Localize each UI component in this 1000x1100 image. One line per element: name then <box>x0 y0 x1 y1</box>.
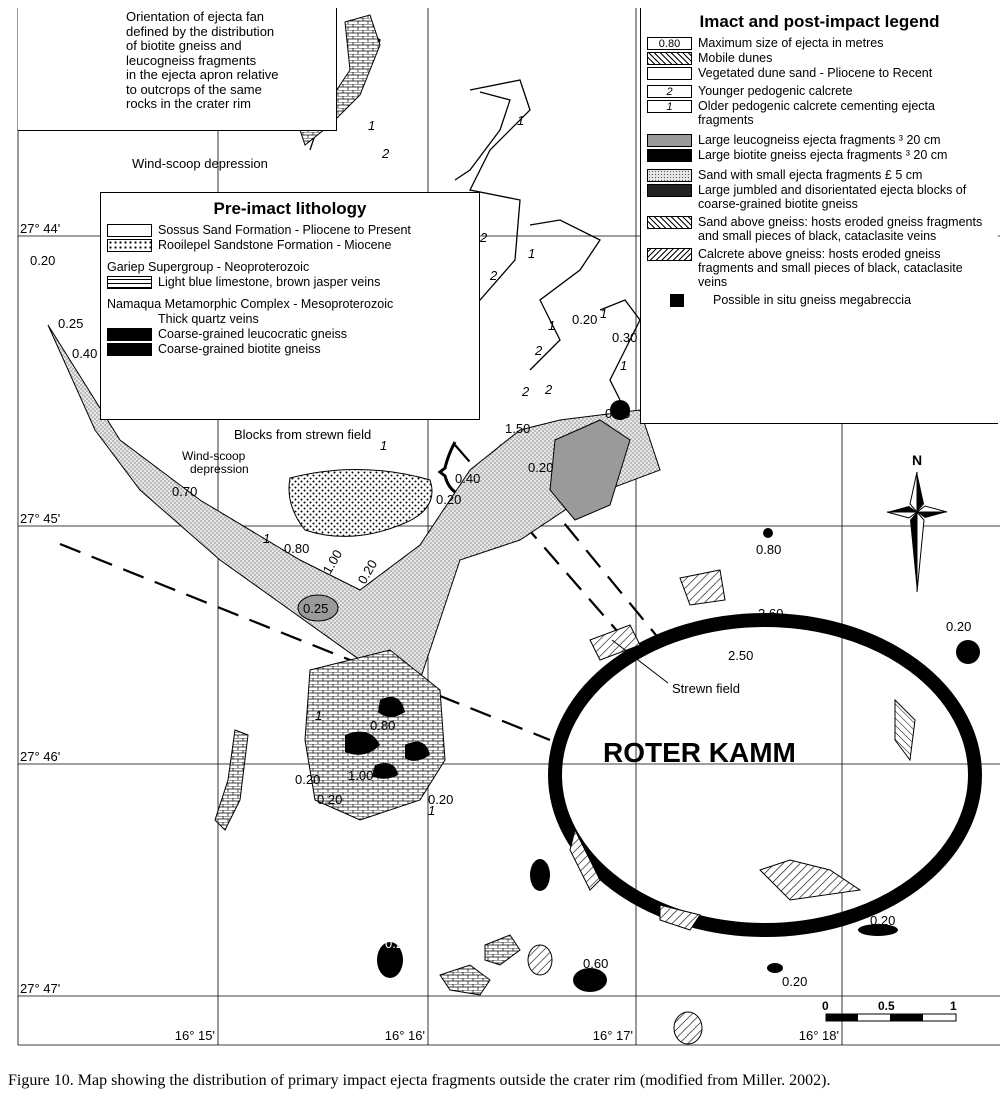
north-arrow <box>887 452 947 592</box>
swatch-biotite <box>107 343 152 356</box>
legend-leucocratic: Coarse-grained leucocratic gneiss <box>158 327 347 341</box>
legend-item: Mobile dunes <box>698 51 773 65</box>
legend-rooilepel: Rooilepel Sandstone Formation - Miocene <box>158 238 392 252</box>
blocks-label: Blocks from strewn field <box>234 427 372 442</box>
calcrete-label: 1 <box>528 246 536 261</box>
legend-item: Large biotite gneiss ejecta fragments ³ 20 cm <box>698 148 948 162</box>
size-label: 0.25 <box>58 316 84 331</box>
blocks-brace <box>440 442 455 492</box>
scale-label: 1 <box>950 999 957 1013</box>
latitude-label: 27° 45' <box>20 511 61 526</box>
legend-gariep: Gariep Supergroup - Neoproterozoic <box>107 260 310 274</box>
size-label: 0.20 <box>30 253 56 268</box>
size-label: 0.20 <box>295 772 321 787</box>
fan-note-box <box>18 8 337 131</box>
size-label: 2.50 <box>728 648 754 663</box>
calcrete-label: 1 <box>548 318 556 333</box>
legend-sossus: Sossus Sand Formation - Pliocene to Present <box>158 223 411 237</box>
legend-biotite: Coarse-grained biotite gneiss <box>158 342 321 356</box>
size-label: 0.20 <box>782 974 808 989</box>
size-label: 0.20 <box>946 619 972 634</box>
longitude-label: 16° 17' <box>592 1028 633 1043</box>
swatch-rooilepel <box>107 239 152 252</box>
impact-legend <box>640 8 998 424</box>
calcrete-label: 2 <box>522 384 530 399</box>
legend-item: Calcrete above gneiss: hosts eroded gneiss fragments and small pieces of black, cataclasite veins <box>698 247 963 289</box>
legend-item: Sand with small ejecta fragments £ 5 cm <box>698 168 923 182</box>
fan-note-line: in the ejecta apron relative <box>126 67 279 82</box>
swatch-leucocratic <box>107 328 152 341</box>
legend-limestone: Light blue limestone, brown jasper veins <box>158 275 381 289</box>
swatch-vegetated <box>647 67 692 80</box>
legend-item: Sand above gneiss: hosts eroded gneiss fragments and small pieces of black, cataclasite veins <box>698 215 983 243</box>
longitude-labels <box>175 1028 839 1043</box>
calcrete-label: 2 <box>382 146 390 161</box>
pre-impact-title: Pre-imact lithology <box>213 199 367 218</box>
swatch-older-calcrete: 1 <box>647 100 692 113</box>
calcrete-label: 2 <box>545 382 553 397</box>
impact-legend-title: Imact and post-impact legend <box>699 12 940 31</box>
strewn-field-label: Strewn field <box>672 681 740 696</box>
size-label: 0.20 <box>528 460 554 475</box>
latitude-label: 27° 47' <box>20 981 61 996</box>
legend-item: Large jumbled and disorientated ejecta blocks of coarse-grained biotite gneiss <box>698 183 967 211</box>
size-label: 0.25 <box>303 601 329 616</box>
size-label: 0.80 <box>756 542 782 557</box>
swatch-leucogneiss <box>647 134 692 147</box>
size-label: 0.20 <box>317 792 343 807</box>
legend-item: Possible in situ gneiss megabreccia <box>713 293 912 307</box>
swatch-biotite-ejecta <box>647 149 692 162</box>
fan-note-line: defined by the distribution <box>126 23 275 39</box>
legend-item: Large leucogneiss ejecta fragments ³ 20 cm <box>698 133 941 147</box>
longitude-label: 16° 16' <box>384 1028 425 1043</box>
size-label: 0.20 <box>436 492 462 507</box>
size-label: 0.20 <box>354 557 381 587</box>
legend-quartz: Thick quartz veins <box>158 312 259 326</box>
longitude-label: 16° 18' <box>798 1028 839 1043</box>
calcrete-label: 2 <box>535 343 543 358</box>
pre-impact-legend <box>100 192 480 420</box>
swatch-sand-gneiss <box>647 216 692 229</box>
calcrete-label: 2 <box>490 268 498 283</box>
wind-scoop-label: Wind-scoop depression <box>132 156 268 171</box>
fan-note-line: leucogneiss fragments <box>126 52 257 68</box>
calcrete-label: 1 <box>517 113 525 128</box>
swatch-limestone <box>107 276 152 289</box>
crater-label: ROTER KAMM <box>603 737 796 768</box>
wind-scoop-label-2a: Wind-scoop <box>182 449 246 463</box>
swatch-megabreccia <box>670 294 684 307</box>
calcrete-strip-west <box>215 730 248 830</box>
size-label: 0.60 <box>583 956 609 971</box>
wind-scoop-label-2b: depression <box>190 462 249 476</box>
swatch-jumbled <box>647 184 692 197</box>
calcrete-label: 1 <box>315 708 323 723</box>
swatch-quartz <box>107 313 152 326</box>
legend-item: Vegetated dune sand - Pliocene to Recent <box>698 66 933 80</box>
swatch-calcrete-gneiss <box>647 248 692 261</box>
calcrete-label: 1 <box>368 118 376 133</box>
size-label: 0.40 <box>72 346 98 361</box>
legend-item: Maximum size of ejecta in metres <box>698 36 884 50</box>
size-label: 0.40 <box>455 471 481 486</box>
calcrete-label: 1 <box>380 438 388 453</box>
size-label: 0.20 <box>572 312 598 327</box>
swatch-max-size: 0.80 <box>647 37 692 50</box>
fan-note-line: rocks in the crater rim <box>126 96 251 111</box>
latitude-label: 27° 46' <box>20 749 61 764</box>
calcrete-label: 1 <box>428 803 436 818</box>
size-label: 2.60 <box>758 606 784 621</box>
north-label: N <box>912 452 923 468</box>
size-label: 0.20 <box>428 792 454 807</box>
latitude-label: 27° 44' <box>20 221 61 236</box>
size-label: 0.30 <box>612 330 638 345</box>
fan-note-line: Orientation of ejecta fan <box>126 9 265 24</box>
fan-note-line: to outcrops of the same <box>126 81 262 97</box>
size-label: 0.70 <box>172 484 198 499</box>
calcrete-label: 1 <box>263 531 271 546</box>
scale-label: 0 <box>822 999 829 1013</box>
size-label: 1.00 <box>319 547 346 577</box>
fan-note-line: of biotite gneiss and <box>126 38 242 53</box>
size-label: 1.50 <box>505 421 531 436</box>
figure-caption: Figure 10. Map showing the distribution of primary impact ejecta fragments outside the crater rim (modified from Miller. 2002). <box>8 1072 831 1089</box>
swatch-sand-small <box>647 169 692 182</box>
legend-namaqua: Namaqua Metamorphic Complex - Mesoproterozoic <box>107 297 394 311</box>
size-label: 1.00 <box>348 768 374 783</box>
calcrete-label: 1 <box>620 358 628 373</box>
size-label: 0.80 <box>370 718 396 733</box>
legend-item: Older pedogenic calcrete cementing ejecta fragments <box>698 99 935 127</box>
swatch-mobile-dunes <box>647 52 692 65</box>
legend-item: Younger pedogenic calcrete <box>698 84 853 98</box>
longitude-label: 16° 15' <box>174 1028 215 1043</box>
scale-label: 0.5 <box>878 999 895 1013</box>
swatch-sossus <box>107 224 152 237</box>
size-label: 0.20 <box>385 936 411 951</box>
calcrete-label: 1 <box>600 306 608 321</box>
calcrete-label: 2 <box>480 230 488 245</box>
size-label: 0.80 <box>284 541 310 556</box>
size-label: 0.20 <box>870 913 896 928</box>
swatch-younger-calcrete: 2 <box>647 85 692 98</box>
size-label: 0.20 <box>605 406 631 421</box>
